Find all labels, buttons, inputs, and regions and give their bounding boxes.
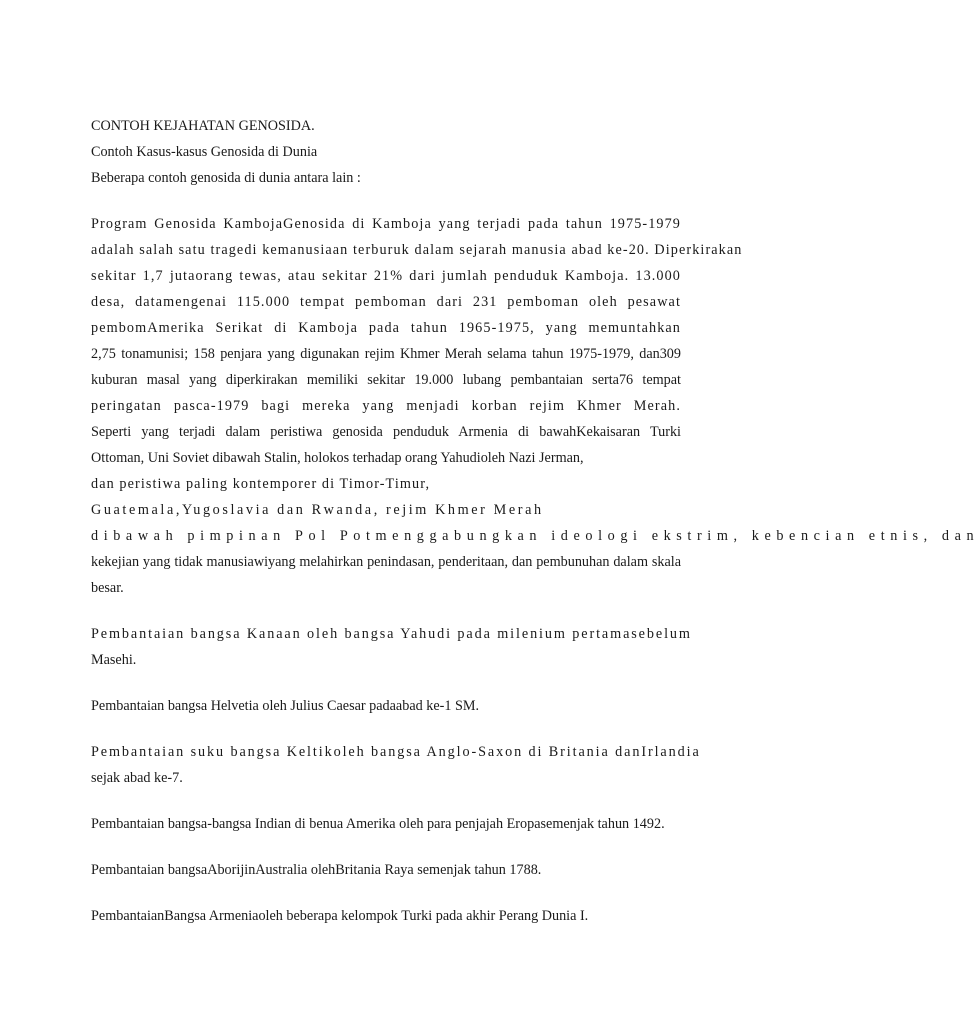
list-item-aborijin: Pembantaian bangsaAborijinAustralia olehBritania Raya semenjak tahun 1788.	[91, 862, 542, 878]
document-heading: CONTOH KEJAHATAN GENOSIDA.	[91, 118, 315, 134]
list-item-line: sejak abad ke-7.	[91, 770, 183, 786]
paragraph-line: Guatemala,Yugoslavia dan Rwanda, rejim Khmer Merah	[91, 502, 544, 518]
paragraph-kamboja	[91, 211, 979, 601]
paragraph-line: Seperti yang terjadi dalam peristiwa genosida penduduk Armenia di bawahKekaisaran Turki	[91, 424, 681, 440]
paragraph-line: besar.	[91, 580, 124, 596]
list-item-keltik	[91, 739, 701, 791]
paragraph-line: peringatan pasca-1979 bagi mereka yang menjadi korban rejim Khmer Merah.	[91, 398, 681, 414]
list-item-line: Masehi.	[91, 652, 137, 668]
paragraph-line: Program Genosida KambojaGenosida di Kamboja yang terjadi pada tahun 1975-1979	[91, 216, 681, 232]
paragraph-line: dan peristiwa paling kontemporer di Timor-Timur,	[91, 476, 431, 492]
list-item-armenia: PembantaianBangsa Armeniaoleh beberapa kelompok Turki pada akhir Perang Dunia I.	[91, 908, 589, 924]
document-intro: Beberapa contoh genosida di dunia antara lain :	[91, 170, 361, 186]
paragraph-line: kuburan masal yang diperkirakan memiliki sekitar 19.000 lubang pembantaian serta76 tempat	[91, 372, 681, 388]
paragraph-line: desa, datamengenai 115.000 tempat pemboman dari 231 pemboman oleh pesawat	[91, 294, 681, 310]
list-item-helvetia: Pembantaian bangsa Helvetia oleh Julius Caesar padaabad ke-1 SM.	[91, 698, 480, 714]
paragraph-line: adalah salah satu tragedi kemanusiaan terburuk dalam sejarah manusia abad ke-20. Diperkirakan	[91, 242, 743, 258]
paragraph-line: pembomAmerika Serikat di Kamboja pada tahun 1965-1975, yang memuntahkan	[91, 320, 681, 336]
paragraph-line: Ottoman, Uni Soviet dibawah Stalin, holokos terhadap orang Yahudioleh Nazi Jerman,	[91, 450, 584, 466]
document-body	[91, 113, 979, 929]
document-subheading: Contoh Kasus-kasus Genosida di Dunia	[91, 144, 318, 160]
list-item-line: Pembantaian suku bangsa Keltikoleh bangsa Anglo-Saxon di Britania danIrlandia	[91, 744, 701, 760]
paragraph-line: 2,75 tonamunisi; 158 penjara yang digunakan rejim Khmer Merah selama tahun 1975-1979, dan309	[91, 346, 681, 362]
paragraph-line: kekejian yang tidak manusiawiyang melahirkan penindasan, penderitaan, dan pembunuhan dalam skala	[91, 554, 681, 570]
paragraph-line: dibawah pimpinan Pol Potmenggabungkan ideologi ekstrim, kebencian etnis, dan	[91, 528, 979, 544]
list-item-indian: Pembantaian bangsa-bangsa Indian di benua Amerika oleh para penjajah Eropasemenjak tahun 1492.	[91, 816, 665, 832]
paragraph-line: sekitar 1,7 jutaorang tewas, atau sekitar 21% dari jumlah penduduk Kamboja. 13.000	[91, 268, 681, 284]
list-item-line: Pembantaian bangsa Kanaan oleh bangsa Yahudi pada milenium pertamasebelum	[91, 626, 692, 642]
list-item-kanaan	[91, 621, 692, 673]
